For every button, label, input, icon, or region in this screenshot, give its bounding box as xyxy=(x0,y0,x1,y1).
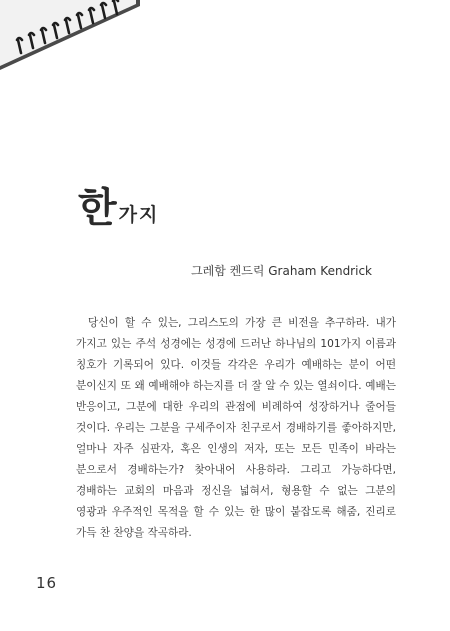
author-byline: 그레함 켄드릭 Graham Kendrick xyxy=(191,264,372,278)
page-number: 16 xyxy=(36,574,58,592)
body-paragraph: 당신이 할 수 있는, 그리스도의 가장 큰 비전을 추구하라. 내가 가지고 있는 주석 성경에는 성경에 드러난 하나님의 101가지 이름과 칭호가 기록되어 있다. 이것들 각각은 우리가 예배하는 분이 어떤 분이신지 또 왜 예배해야 하는지를 더 잘 알 수 있는 열쇠이다. 예배는 반응이고, 그분에 대한 우리의 관점에 비례하여 성장하거나 줄어들 것이다. 우리는 그분을 구세주이자 친구로서 경배하기를 좋아하지만, 얼마나 자주 심판자, 혹은 인생의 저자, 또는 모든 민족이 바라는 분으로서 경배하는가? 찾아내어 사용하라. 그리고 가능하다면, 경배하는 교회의 마음과 정신을 넓혀서, 형용할 수 없는 그분의 영광과 우주적인 목적을 할 수 있는 한 많이 붙잡도록 해줌, 진리로 가득 찬 찬양을 작곡하라. xyxy=(76,317,396,539)
spiral-binding-graphic xyxy=(0,0,140,75)
chapter-title-big: 한 xyxy=(78,185,117,231)
chapter-title xyxy=(78,185,160,231)
notebook-corner-decoration xyxy=(0,0,140,75)
chapter-title-small: 가지 xyxy=(118,204,160,226)
